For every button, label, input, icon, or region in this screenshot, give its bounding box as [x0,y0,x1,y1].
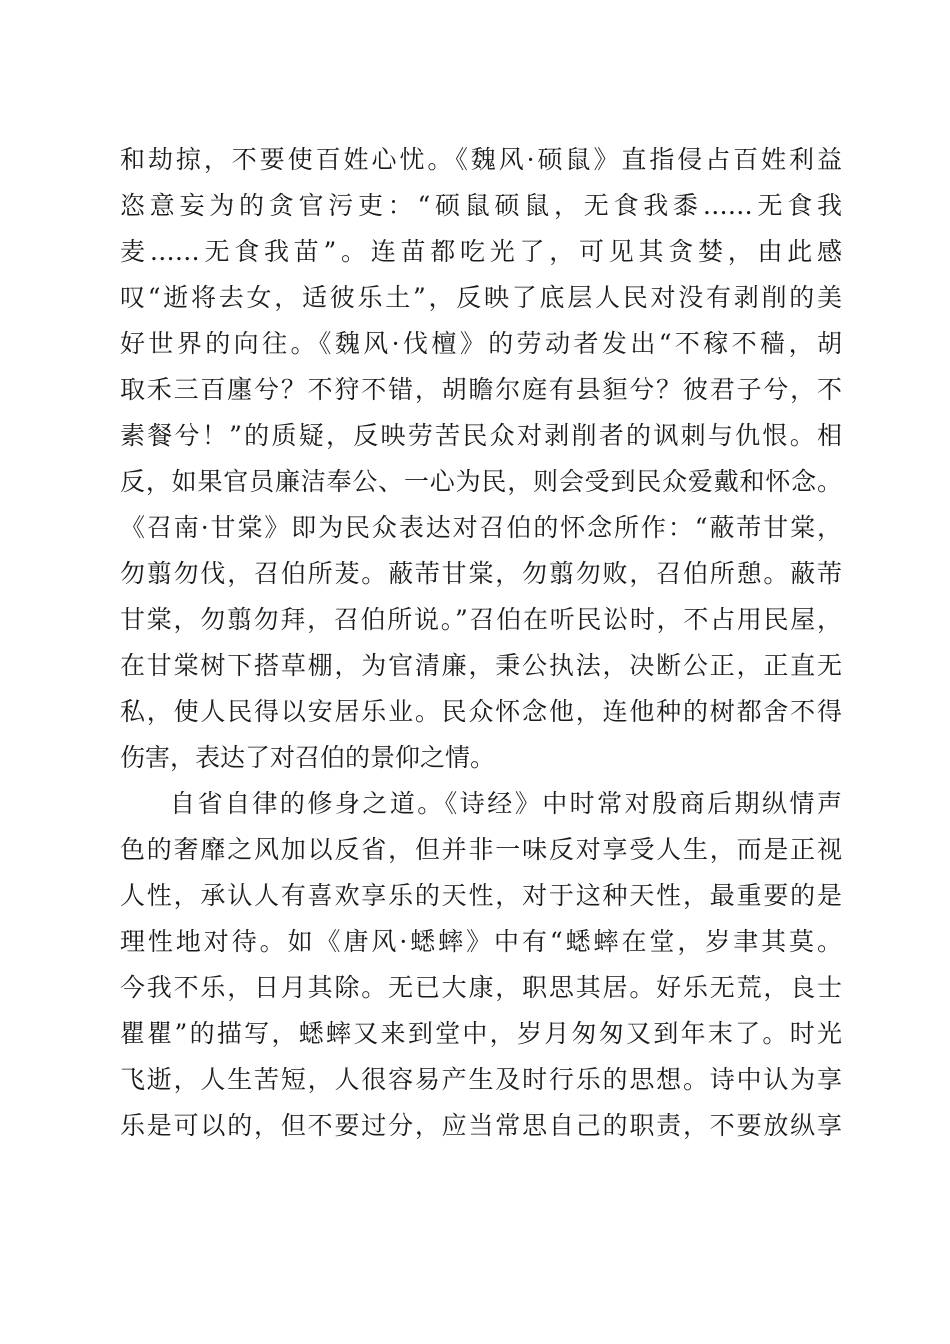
paragraph-1-line-1: 和劫掠，不要使百姓心忧。《魏风·硕鼠》直指侵占百姓利益 [120,145,842,174]
paragraph-2-line-6: 瞿瞿”的描写，蟋蟀又来到堂中，岁月匆匆又到年末了。时光 [120,1019,842,1048]
paragraph-1-line-4: 叹“逝将去女，适彼乐土”，反映了底层人民对没有剥削的美 [120,283,842,312]
paragraph-1-line-8: 反，如果官员廉洁奉公、一心为民，则会受到民众爱戴和怀念。 [120,467,842,496]
paragraph-2-line-2: 色的奢靡之风加以反省，但并非一味反对享受人生，而是正视 [120,835,842,864]
paragraph-2-line-1: 自省自律的修身之道。《诗经》中时常对殷商后期纵情声 [170,789,842,818]
paragraph-1-line-7: 素餐兮！”的质疑，反映劳苦民众对剥削者的讽刺与仇恨。相 [120,421,842,450]
paragraph-1-line-14: 伤害，表达了对召伯的景仰之情。 [120,743,496,772]
paragraph-1-line-12: 在甘棠树下搭草棚，为官清廉，秉公执法，决断公正，正直无 [120,651,842,680]
paragraph-1-line-5: 好世界的向往。《魏风·伐檀》的劳动者发出“不稼不穑，胡 [120,329,842,358]
paragraph-1-line-10: 勿翦勿伐，召伯所茇。蔽芾甘棠，勿翦勿败，召伯所憩。蔽芾 [120,559,842,588]
paragraph-1-line-2: 恣意妄为的贪官污吏：“硕鼠硕鼠，无食我黍……无食我 [120,191,842,220]
paragraph-2-line-7: 飞逝，人生苦短，人很容易产生及时行乐的思想。诗中认为享 [120,1065,842,1094]
paragraph-1-line-6: 取禾三百廛兮？不狩不错，胡瞻尔庭有县貆兮？彼君子兮，不 [120,375,842,404]
paragraph-2-line-4: 理性地对待。如《唐风·蟋蟀》中有“蟋蟀在堂，岁聿其莫。 [120,927,842,956]
paragraph-1-line-13: 私，使人民得以安居乐业。民众怀念他，连他种的树都舍不得 [120,697,842,726]
paragraph-1-line-9: 《召南·甘棠》即为民众表达对召伯的怀念所作：“蔽芾甘棠， [120,513,842,542]
paragraph-1-line-3: 麦……无食我苗”。连苗都吃光了，可见其贪婪，由此感 [120,237,842,266]
paragraph-1-line-11: 甘棠，勿翦勿拜，召伯所说。”召伯在听民讼时，不占用民屋， [120,605,842,634]
paragraph-2-line-8: 乐是可以的，但不要过分，应当常思自己的职责，不要放纵享 [120,1111,842,1140]
paragraph-2-line-3: 人性，承认人有喜欢享乐的天性，对于这种天性，最重要的是 [120,881,842,910]
document-body [120,137,842,1149]
paragraph-2-line-5: 今我不乐，日月其除。无已大康，职思其居。好乐无荒，良士 [120,973,842,1002]
